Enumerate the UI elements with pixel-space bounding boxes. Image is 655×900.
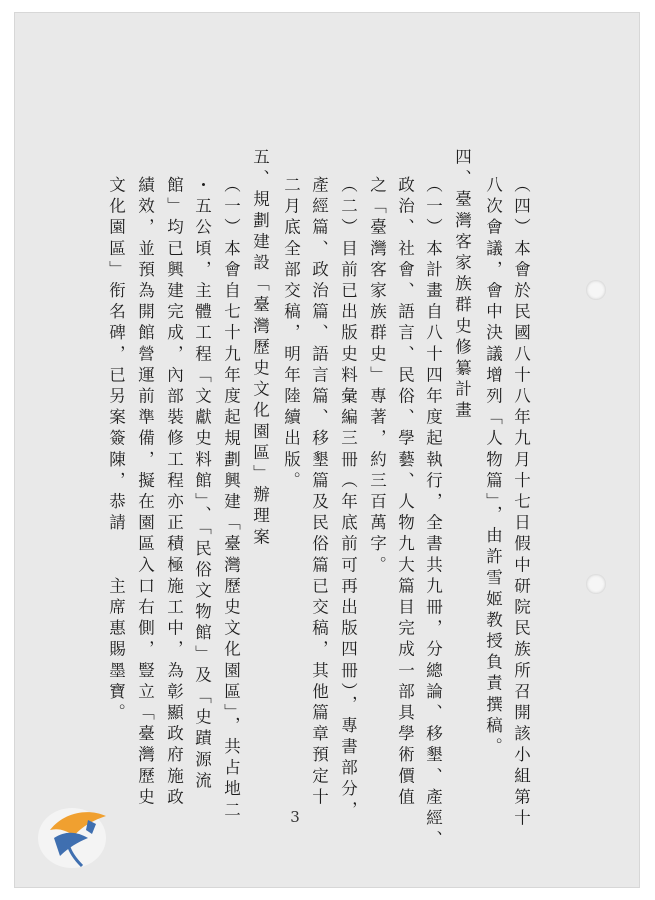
text-column: 八次會議，會中決議增列「人物篇」，由許雪姬教授負責撰稿。 <box>483 176 503 759</box>
text-column: 文化園區」衔名碑，已另案簽陳，恭請 主席惠賜墨寶。 <box>106 176 126 725</box>
text-column: （一）本會自七十九年度起規劃興建「臺灣歷史文化園區」，共占地二 <box>221 176 241 822</box>
watermark-logo-icon <box>30 790 120 880</box>
text-column: 館」均已興建完成，內部裝修工程亦正積極施工中，為彰顯政府施政 <box>164 176 184 809</box>
section-heading: 五、規劃建設「臺灣歷史文化園區」辦理案 <box>250 148 270 549</box>
binding-hole <box>586 280 606 300</box>
text-column: ・五公頃，主體工程「文獻史料館」、「民俗文物館」及「史蹟源流 <box>192 176 212 793</box>
text-column: 政治、社會、語言、民俗、學藝、人物九大篇目完成一部具學術價值 <box>395 176 415 809</box>
text-column: 二月底全部交稿，明年陸續出版。 <box>281 176 301 493</box>
section-heading: 四、臺灣客家族群史修纂計畫 <box>452 148 472 423</box>
binding-hole <box>586 574 606 594</box>
text-column: 之「臺灣客家族群史」專著，約三百萬字。 <box>367 176 387 577</box>
text-column: 產經篇、政治篇、語言篇、移墾篇及民俗篇已交稿，其他篇章預定十 <box>309 176 329 809</box>
text-column: （四）本會於民國八十八年九月十七日假中研院民族所召開該小組第十 <box>511 176 531 831</box>
page-number: 3 <box>290 808 300 826</box>
text-column: 績效，並預為開館營運前準備，擬在園區入口右側，豎立「臺灣歷史 <box>135 176 155 809</box>
text-column: （一）本計畫自八十四年度起執行，全書共九冊，分總論、移墾、產經、 <box>423 176 443 852</box>
text-column: （二）目前已出版史料彙編三冊（年底前可再出版四冊），專書部分， <box>338 176 358 822</box>
